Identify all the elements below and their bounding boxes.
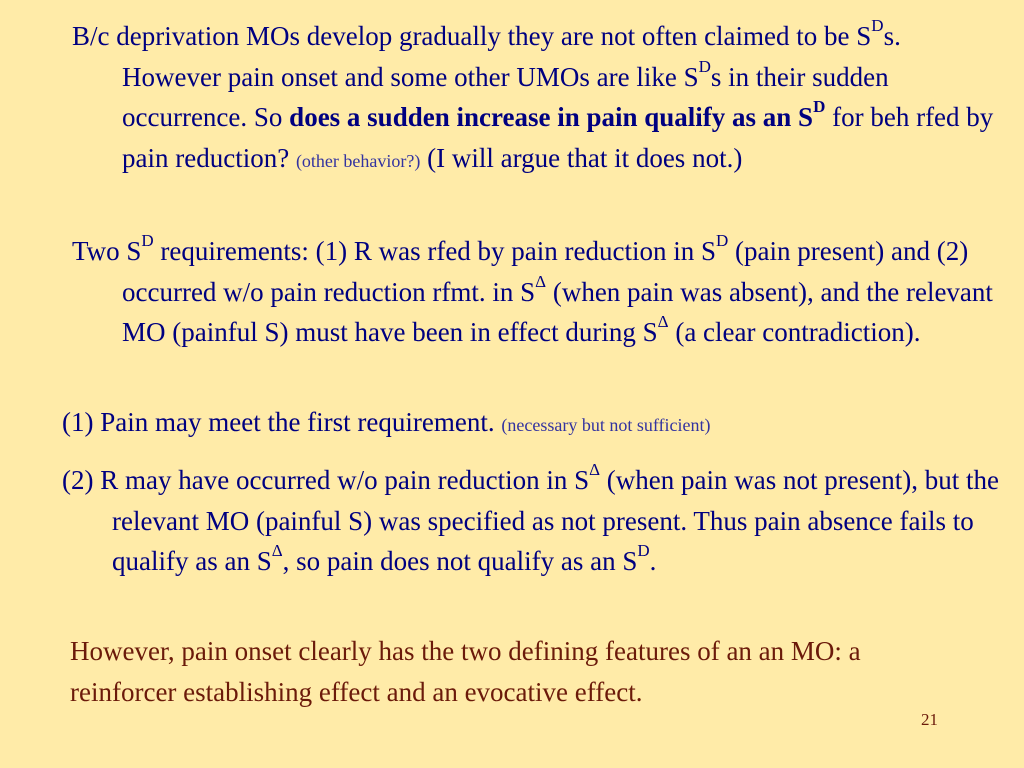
superscript: D xyxy=(637,541,650,560)
superscript: Δ xyxy=(271,541,283,560)
text-segment: Two S xyxy=(72,236,142,266)
text-segment: (pain present) and (2) occurred w/o pain reduction rfmt. in S xyxy=(122,236,969,307)
text-segment: . xyxy=(649,546,657,576)
paragraph-requirement-one xyxy=(62,402,1012,446)
text-segment: (when pain was not present), but the relevant MO (painful S) was specified as not present. Thus pain absence fails to qualify as an S xyxy=(112,465,999,576)
superscript: Δ xyxy=(657,312,669,331)
superscript: Δ xyxy=(589,460,601,479)
superscript: D xyxy=(141,231,154,250)
text-segment: for beh rfed by pain reduction? xyxy=(122,102,994,173)
paragraph-requirement-two xyxy=(62,460,1012,582)
text-segment: (I will argue that it does not.) xyxy=(420,142,743,173)
aside-note: (necessary but not sufficient) xyxy=(501,415,711,435)
text-segment: s in their sudden occurrence. So xyxy=(122,61,889,132)
text-segment: (when pain was absent), and the relevant MO (painful S) must have been in effect during S xyxy=(122,276,993,347)
superscript: D xyxy=(813,97,826,116)
text-segment: However, pain onset clearly has the two defining features of an an MO: a reinforcer establishing effect and an evocative effect. xyxy=(70,636,861,707)
text-segment: (1) Pain may meet the first requirement. xyxy=(62,407,502,437)
text-segment: (a clear contradiction). xyxy=(668,317,921,347)
text-segment: B/c deprivation MOs develop gradually they are not often claimed to be S xyxy=(72,21,872,51)
aside-note: (other behavior?) xyxy=(295,150,421,171)
superscript: D xyxy=(698,56,711,76)
bold-question: does a sudden increase in pain qualify as an S xyxy=(289,102,814,132)
text-segment: requirements: (1) R was rfed by pain reduction in S xyxy=(153,236,717,266)
page-number: 21 xyxy=(921,710,938,729)
paragraph-two-sd-requirements xyxy=(72,231,1002,353)
superscript: D xyxy=(871,16,884,35)
text-segment: (2) R may have occurred w/o pain reduction in S xyxy=(62,465,590,495)
paragraph-conclusion xyxy=(70,631,950,712)
text-segment: , so pain does not qualify as an S xyxy=(282,546,638,576)
paragraph-pain-as-sd-question xyxy=(72,16,1002,181)
superscript: Δ xyxy=(535,271,547,291)
superscript: D xyxy=(716,231,729,250)
text-segment: s. However pain onset and some other UMOs are like S xyxy=(122,21,901,92)
